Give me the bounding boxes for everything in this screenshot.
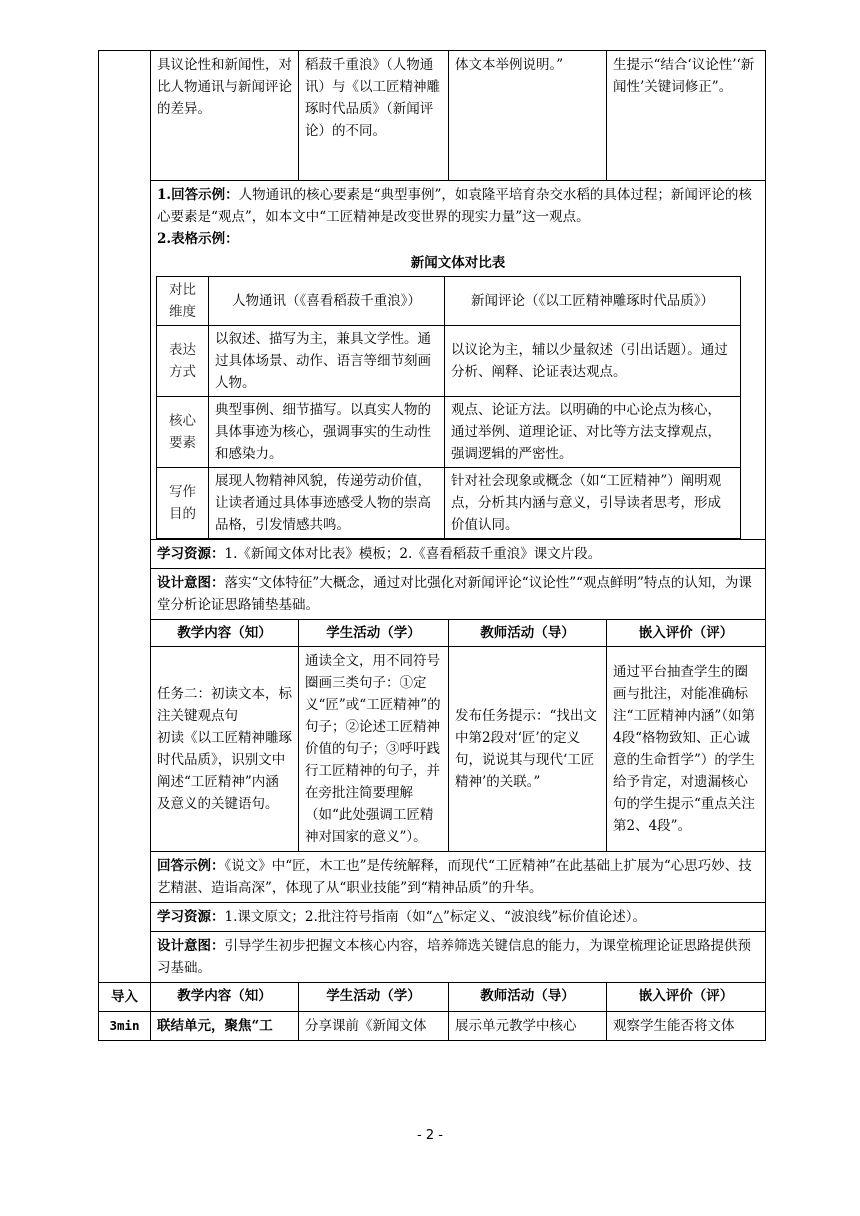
resource-text: 1.《新闻文体对比表》模板；2.《喜看稻菽千重浪》课文片段。 (224, 546, 602, 562)
table-row (99, 540, 766, 569)
intro-content-cell: 联结单元，聚焦“工 (151, 1012, 299, 1041)
compare-dimension: 表达方式 (157, 326, 209, 397)
intro-teacher-cell: 展示单元教学中核心 (449, 1012, 607, 1041)
compare-feature-cell: 以叙述、描写为主，兼具文学性。通过具体场景、动作、语言等细节刻画人物。 (209, 326, 445, 397)
compare-header-row (157, 277, 741, 326)
header-student: 学生活动（学） (299, 620, 449, 647)
compare-header-feature: 人物通讯（《喜看稻菽千重浪》） (209, 277, 445, 326)
header-content: 教学内容（知） (151, 983, 299, 1012)
teacher-activity-cell: 体文本举例说明。” (449, 51, 607, 181)
answer-text: 人物通讯的核心要素是“典型事例”，如袁隆平培育杂交水稻的具体过程；新闻评论的核心要素是“观点”，如本文中“工匠精神是改变世界的现实力量”这一观点。 (157, 187, 752, 225)
task2-content-cell: 任务二：初读文本，标注关键观点句 初读《以工匠精神雕琢时代品质》，识别文中阐述“工匠精神”内涵及意义的关键语句。 (151, 647, 299, 852)
page-number: - 2 - (417, 1128, 443, 1143)
table-row (99, 569, 766, 620)
compare-header-dimension: 对比维度 (157, 277, 209, 326)
intent-label: 设计意图： (157, 575, 225, 591)
table-row (99, 903, 766, 932)
table-row (99, 51, 766, 181)
compare-table-title: 新闻文体对比表 (410, 255, 506, 271)
compare-row (157, 397, 741, 468)
stage-label: 导入 (99, 983, 151, 1012)
compare-feature-cell: 典型事例、细节描写。以真实人物的具体事迹为核心，强调事实的生动性和感染力。 (209, 397, 445, 468)
intent2-label: 设计意图： (157, 938, 225, 954)
table-row (99, 932, 766, 983)
header-eval: 嵌入评价（评） (607, 983, 766, 1012)
answer2-text: 《说文》中“匠，木工也”是传统解释，而现代“工匠精神”在此基础上扩展为“心思巧妙、技艺精湛、造诣高深”，体现了从“职业技能”到“精神品质”的升华。 (157, 858, 752, 896)
resource-label: 学习资源： (157, 546, 225, 562)
answer-example-cell (151, 181, 766, 540)
header-content: 教学内容（知） (151, 620, 299, 647)
answer2-cell (151, 852, 766, 903)
intent-cell (151, 569, 766, 620)
header-teacher: 教师活动（导） (449, 983, 607, 1012)
answer-label: 1.回答示例： (157, 187, 239, 203)
answer2-label: 回答示例： (157, 858, 225, 874)
intent2-cell (151, 932, 766, 983)
table-example-label: 2.表格示例： (157, 231, 239, 247)
table-row (99, 1012, 766, 1041)
resource-cell (151, 540, 766, 569)
stage-cell-empty (99, 51, 151, 983)
task2-teacher-cell: 发布任务提示：“找出文中第2段对‘匠’的定义句，说说其与现代‘工匠精神’的关联。” (449, 647, 607, 852)
intro-eval-cell: 观察学生能否将文体 (607, 1012, 766, 1041)
compare-commentary-cell: 针对社会现象或概念（如“工匠精神”）阐明观点，分析其内涵与意义，引导读者思考，形成价值认同。 (445, 468, 741, 539)
task2-student-cell: 通读全文，用不同符号圈画三类句子：①定义“匠”或“工匠精神”的句子；②论述工匠精神价值的句子；③呼吁践行工匠精神的句子，并在旁批注简要理解（如“此处强调工匠精神对国家的意义”）。 (299, 647, 449, 852)
intro-student-cell: 分享课前《新闻文体 (299, 1012, 449, 1041)
compare-dimension: 核心要素 (157, 397, 209, 468)
table-row (99, 181, 766, 540)
header-teacher: 教师活动（导） (449, 620, 607, 647)
table-row (99, 852, 766, 903)
table-header-row (99, 620, 766, 647)
resource2-cell (151, 903, 766, 932)
table-row (99, 647, 766, 852)
intent2-text: 引导学生初步把握文本核心内容，培养筛选关键信息的能力，为课堂梳理论证思路提供预习基础。 (157, 938, 751, 976)
compare-dimension: 写作目的 (157, 468, 209, 539)
resource2-label: 学习资源： (157, 909, 225, 925)
task-content-cell: 具议论性和新闻性，对比人物通讯与新闻评论的差异。 (151, 51, 299, 181)
table-header-row (99, 983, 766, 1012)
lesson-plan-table (98, 50, 766, 1041)
compare-commentary-cell: 观点、论证方法。以明确的中心论点为核心，通过举例、道理论证、对比等方法支撑观点，强调逻辑的严密性。 (445, 397, 741, 468)
intent-text: 落实“文体特征”大概念，通过对比强化对新闻评论“议论性”“观点鲜明”特点的认知，为课堂分析论证思路铺垫基础。 (157, 575, 752, 613)
header-eval: 嵌入评价（评） (607, 620, 766, 647)
student-activity-cell: 稻菽千重浪》（人物通讯）与《以工匠精神雕琢时代品质》（新闻评论）的不同。 (299, 51, 449, 181)
compare-row (157, 326, 741, 397)
compare-table (156, 276, 741, 539)
compare-header-commentary: 新闻评论（《以工匠精神雕琢时代品质》） (445, 277, 741, 326)
stage-time: 3min (99, 1012, 151, 1041)
task2-eval-cell: 通过平台抽查学生的圈画与批注，对能准确标注“工匠精神内涵”（如第4段“格物致知、正心诚意的生命哲学”）的学生给予肯定，对遗漏核心句的学生提示“重点关注第2、4段”。 (607, 647, 766, 852)
compare-commentary-cell: 以议论为主，辅以少量叙述（引出话题）。通过分析、阐释、论证表达观点。 (445, 326, 741, 397)
compare-row (157, 468, 741, 539)
evaluation-cell: 生提示“结合‘议论性’‘新闻性’关键词修正”。 (607, 51, 766, 181)
resource2-text: 1.课文原文；2.批注符号指南（如“△”标定义、“波浪线”标价值论述）。 (224, 909, 646, 925)
header-student: 学生活动（学） (299, 983, 449, 1012)
compare-feature-cell: 展现人物精神风貌，传递劳动价值，让读者通过具体事迹感受人物的崇高品格，引发情感共鸣。 (209, 468, 445, 539)
